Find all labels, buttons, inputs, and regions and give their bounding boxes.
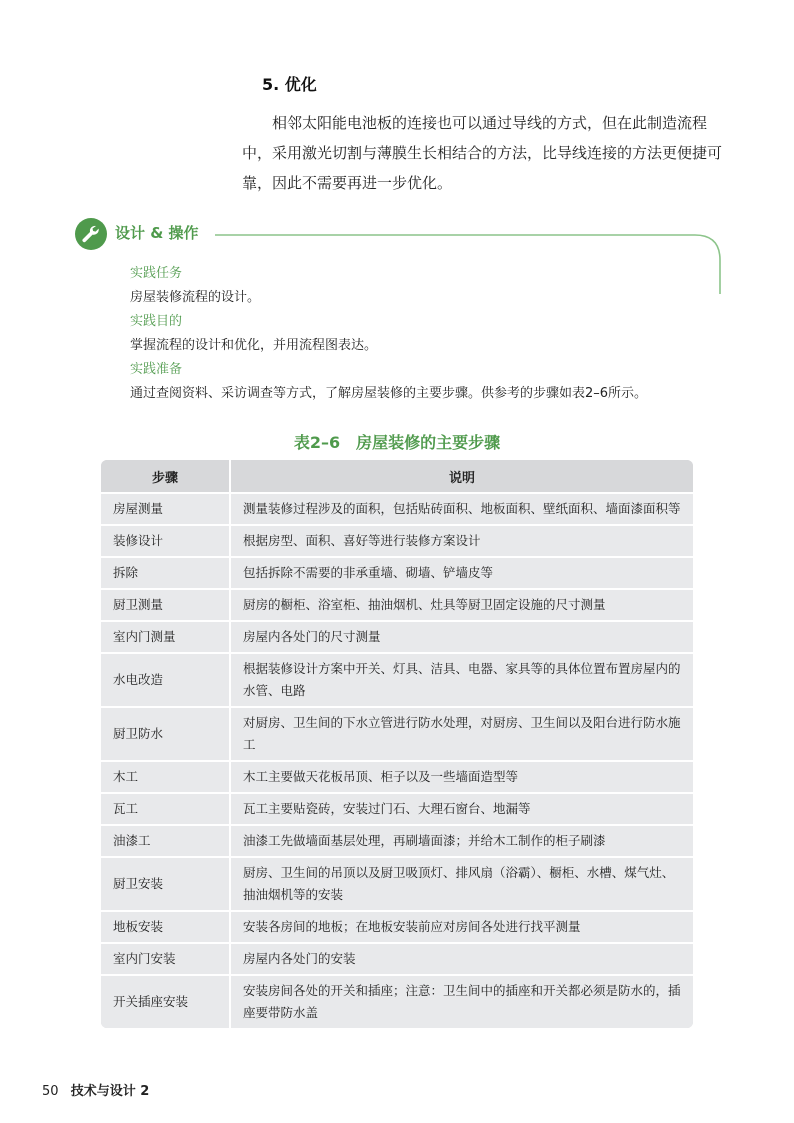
- step-cell: 开关插座安装: [101, 975, 230, 1028]
- practice-task-text: 房屋装修流程的设计。: [130, 290, 261, 305]
- table-row: [101, 761, 693, 793]
- description-cell: 测量装修过程涉及的面积，包括贴砖面积、地板面积、壁纸面积、墙面漆面积等: [230, 493, 693, 525]
- book-title: 技术与设计 2: [70, 1084, 150, 1099]
- table-row: [101, 589, 693, 621]
- column-header-step: 步骤: [101, 460, 230, 493]
- table-row: [101, 557, 693, 589]
- step-cell: 厨卫安装: [101, 857, 230, 911]
- description-cell: 安装各房间的地板；在地板安装前应对房间各处进行找平测量: [230, 911, 693, 943]
- table-row: [101, 943, 693, 975]
- description-cell: 根据装修设计方案中开关、灯具、洁具、电器、家具等的具体位置布置房屋内的水管、电路: [230, 653, 693, 707]
- section-heading: 5. 优化: [262, 75, 317, 94]
- design-operation-title: 设计 & 操作: [115, 224, 199, 242]
- description-cell: 木工主要做天花板吊顶、柜子以及一些墙面造型等: [230, 761, 693, 793]
- step-cell: 拆除: [101, 557, 230, 589]
- step-cell: 室内门测量: [101, 621, 230, 653]
- step-cell: 房屋测量: [101, 493, 230, 525]
- body-paragraph: 相邻太阳能电池板的连接也可以通过导线的方式，但在此制造流程中，采用激光切割与薄膜生长相结合的方法，比导线连接的方法更便捷可靠，因此不需要再进一步优化。: [242, 114, 723, 192]
- table-row: [101, 653, 693, 707]
- wrench-icon: [75, 218, 107, 250]
- practice-task-label: 实践任务: [130, 266, 183, 281]
- table-title: 表2–6 房屋装修的主要步骤: [293, 433, 501, 452]
- table-row: [101, 825, 693, 857]
- description-cell: 根据房型、面积、喜好等进行装修方案设计: [230, 525, 693, 557]
- practice-goal-label: 实践目的: [130, 314, 183, 329]
- table-row: [101, 707, 693, 761]
- steps-table: [101, 460, 693, 1028]
- description-cell: 厨房的橱柜、浴室柜、抽油烟机、灶具等厨卫固定设施的尺寸测量: [230, 589, 693, 621]
- step-cell: 装修设计: [101, 525, 230, 557]
- description-cell: 瓦工主要贴瓷砖，安装过门石、大理石窗台、地漏等: [230, 793, 693, 825]
- practice-block: [130, 262, 730, 406]
- page-footer: [42, 1080, 149, 1099]
- table-row: [101, 857, 693, 911]
- practice-goal-text: 掌握流程的设计和优化，并用流程图表达。: [130, 338, 378, 353]
- table-row: [101, 525, 693, 557]
- step-cell: 木工: [101, 761, 230, 793]
- description-cell: 包括拆除不需要的非承重墙、砌墙、铲墙皮等: [230, 557, 693, 589]
- step-cell: 水电改造: [101, 653, 230, 707]
- description-cell: 厨房、卫生间的吊顶以及厨卫吸顶灯、排风扇（浴霸）、橱柜、水槽、煤气灶、抽油烟机等的安装: [230, 857, 693, 911]
- step-cell: 地板安装: [101, 911, 230, 943]
- table-row: [101, 911, 693, 943]
- table-row: [101, 493, 693, 525]
- column-header-description: 说明: [230, 460, 693, 493]
- step-cell: 油漆工: [101, 825, 230, 857]
- page-number: 50: [42, 1084, 59, 1099]
- practice-prep-text: 通过查阅资料、采访调查等方式，了解房屋装修的主要步骤。供参考的步骤如表2–6所示。: [130, 386, 648, 401]
- description-cell: 房屋内各处门的安装: [230, 943, 693, 975]
- description-cell: 房屋内各处门的尺寸测量: [230, 621, 693, 653]
- step-cell: 厨卫测量: [101, 589, 230, 621]
- step-cell: 厨卫防水: [101, 707, 230, 761]
- description-cell: 安装房间各处的开关和插座；注意：卫生间中的插座和开关都必须是防水的，插座要带防水盖: [230, 975, 693, 1028]
- practice-prep-label: 实践准备: [130, 362, 183, 377]
- description-cell: 油漆工先做墙面基层处理，再刷墙面漆；并给木工制作的柜子刷漆: [230, 825, 693, 857]
- step-cell: 瓦工: [101, 793, 230, 825]
- table-header-row: [101, 460, 693, 493]
- table-row: [101, 621, 693, 653]
- step-cell: 室内门安装: [101, 943, 230, 975]
- description-cell: 对厨房、卫生间的下水立管进行防水处理，对厨房、卫生间以及阳台进行防水施工: [230, 707, 693, 761]
- table-row: [101, 975, 693, 1028]
- table-row: [101, 793, 693, 825]
